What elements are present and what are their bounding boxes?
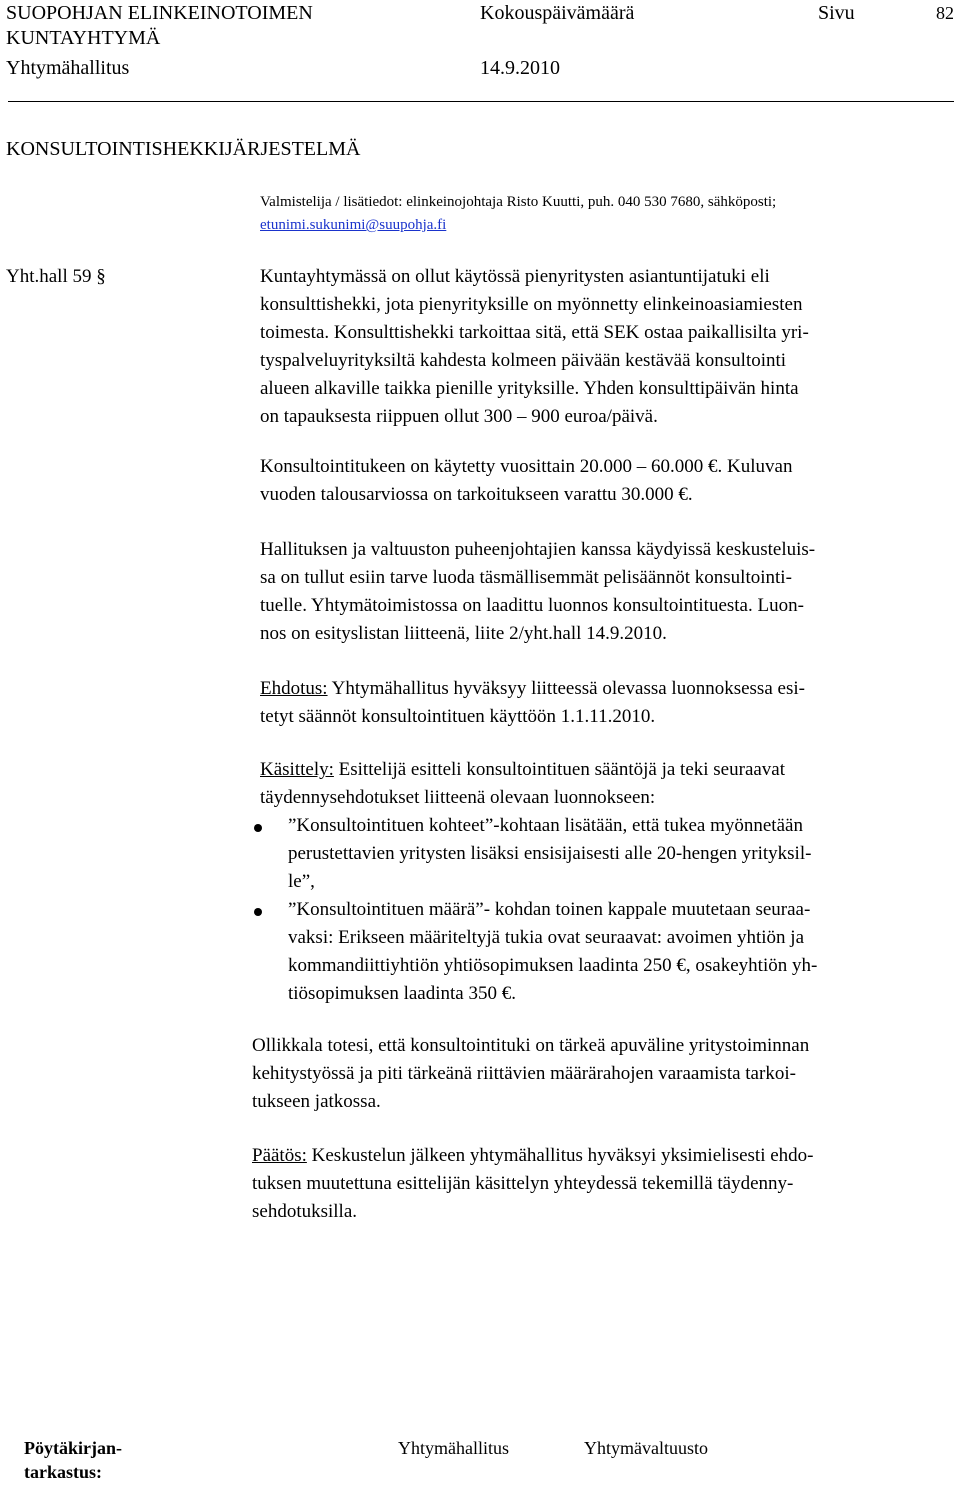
handling-line: täydennysehdotukset liitteenä olevaan luonnokseen: [260, 787, 656, 808]
header-divider [8, 101, 954, 102]
bullet-icon [254, 824, 262, 832]
section-reference: Yht.hall 59 § [6, 266, 106, 287]
handling-paragraph [260, 756, 785, 812]
minutes-check-label: Pöytäkirjan- [24, 1438, 122, 1458]
document-title: KONSULTOINTISHEKKIJÄRJESTELMÄ [6, 138, 361, 160]
decision-label: Päätös: [252, 1145, 307, 1166]
meeting-date-label: Kokouspäivämäärä [480, 2, 635, 24]
decision-line: tuksen muutettuna esittelijän käsittelyn yhteydessä tekemillä täydenny- [252, 1173, 794, 1194]
intro-line: alueen alkaville taikka pienille yrityksille. Yhden konsulttipäivän hinta [260, 378, 799, 399]
bullet-line: vaksi: Erikseen määriteltyjä tukia ovat seuraavat: avoimen yhtiön ja [288, 927, 804, 948]
intro-line: tyspalveluyrityksiltä kahdesta kolmeen päivään kestävää konsultointi [260, 350, 787, 371]
discussion-line: tuelle. Yhtymätoimistossa on laadittu luonnos konsultointituesta. Luon- [260, 595, 804, 616]
decision-text: Keskustelun jälkeen yhtymähallitus hyväksyi yksimielisesti ehdo- [306, 1145, 814, 1166]
proposal-line: tetyt säännöt konsultointituen käyttöön 1.1.11.2010. [260, 706, 656, 727]
org-name-line2: KUNTAYHTYMÄ [6, 27, 161, 49]
budget-line: Konsultointitukeen on käytetty vuosittain 20.000 – 60.000 €. Kuluvan [260, 456, 793, 477]
ollikkala-line: kehitystyössä ja piti tärkeänä riittävien määrärahojen varaamista tarkoi- [252, 1063, 796, 1084]
intro-line: on tapauksesta riippuen ollut 300 – 900 euroa/päivä. [260, 406, 658, 427]
preparer-email-link[interactable]: etunimi.sukunimi@suupohja.fi [260, 217, 447, 233]
org-name-line1: SUOPOHJAN ELINKEINOTOIMEN [6, 2, 313, 24]
handling-text: Esittelijä esitteli konsultointituen sääntöjä ja teki seuraavat [333, 759, 786, 780]
bullet-icon [254, 908, 262, 916]
bullet-item [288, 812, 811, 896]
bullet-item [288, 896, 817, 1008]
bullet-line: ”Konsultointituen kohteet”-kohtaan lisätään, että tukea myönnetään [288, 815, 803, 836]
decision-paragraph [252, 1142, 813, 1226]
budget-paragraph [260, 453, 792, 509]
bullet-line: ”Konsultointituen määrä”- kohdan toinen kappale muutetaan seuraa- [288, 899, 811, 920]
meeting-date-value: 14.9.2010 [480, 57, 560, 79]
minutes-check-label: tarkastus: [24, 1462, 103, 1482]
bullet-line: tiösopimuksen laadinta 350 €. [288, 983, 516, 1004]
preparer-info: Valmistelija / lisätiedot: elinkeinojohtaja Risto Kuutti, puh. 040 530 7680, sähköposti; [260, 194, 777, 210]
page-number: 82 [936, 3, 954, 23]
intro-line: konsulttishekki, jota pienyrityksille on myönnetty elinkeinoasiamiesten [260, 294, 803, 315]
proposal-label: Ehdotus: [260, 678, 328, 699]
intro-line: Kuntayhtymässä on ollut käytössä pienyritysten asiantuntijatuki eli [260, 266, 770, 287]
intro-line: toimesta. Konsulttishekki tarkoittaa sitä, että SEK ostaa paikallisilta yri- [260, 322, 809, 343]
discussion-line: Hallituksen ja valtuuston puheenjohtajien kanssa käydyissä keskusteluis- [260, 539, 816, 560]
bullet-line: le”, [288, 871, 315, 892]
bullet-line: kommandiittiyhtiön yhtiösopimuksen laadinta 250 €, osakeyhtiön yh- [288, 955, 818, 976]
org-name-line3: Yhtymähallitus [6, 57, 130, 79]
discussion-paragraph [260, 536, 815, 648]
ollikkala-line: Ollikkala totesi, että konsultointituki on tärkeä apuväline yritystoiminnan [252, 1035, 810, 1056]
handling-label: Käsittely: [260, 759, 334, 780]
intro-paragraph [260, 263, 809, 431]
ollikkala-line: tukseen jatkossa. [252, 1091, 381, 1112]
footer-board-column: Yhtymähallitus [398, 1438, 509, 1458]
page-label: Sivu [818, 2, 855, 24]
footer-council-column: Yhtymävaltuusto [584, 1438, 708, 1458]
proposal-text: Yhtymähallitus hyväksyy liitteessä olevassa luonnoksessa esi- [327, 678, 805, 699]
bullet-line: perustettavien yritysten lisäksi ensisijaisesti alle 20-hengen yrityksil- [288, 843, 812, 864]
discussion-line: nos on esityslistan liitteenä, liite 2/yht.hall 14.9.2010. [260, 623, 667, 644]
budget-line: vuoden talousarviossa on tarkoitukseen varattu 30.000 €. [260, 484, 693, 505]
ollikkala-paragraph [252, 1032, 809, 1116]
discussion-line: sa on tullut esiin tarve luoda täsmällisemmät pelisäännöt konsultointi- [260, 567, 792, 588]
decision-line: sehdotuksilla. [252, 1201, 358, 1222]
proposal-paragraph [260, 675, 805, 731]
